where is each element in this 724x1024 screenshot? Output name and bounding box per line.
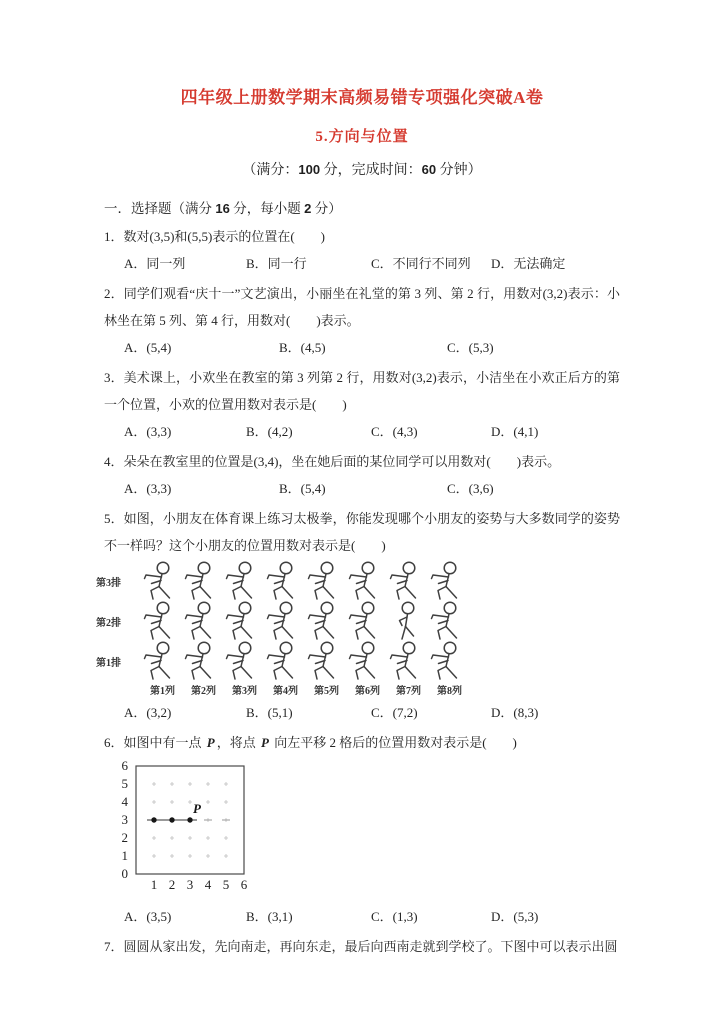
stick-figure (265, 561, 306, 601)
option-label: B． (246, 424, 268, 439)
stick-figure (388, 641, 429, 681)
section-mid: 分，每小题 (229, 201, 305, 216)
option-label: D． (491, 909, 514, 924)
question-4-options (104, 475, 620, 502)
option-text: (3,3) (146, 424, 172, 439)
meta-prefix: （满分： (242, 163, 299, 178)
col-label: 第1列 (150, 686, 175, 697)
option-a (124, 334, 279, 361)
row-label: 第1排 (96, 657, 121, 669)
option-text: (3,5) (146, 909, 172, 924)
stick-figure (265, 641, 306, 681)
option-label: B． (246, 256, 268, 271)
col-label: 第3列 (232, 686, 257, 697)
stick-figure (306, 561, 347, 601)
taichi-row (96, 601, 620, 641)
svg-text:6: 6 (121, 760, 128, 773)
stick-figure (388, 561, 429, 601)
option-label: A． (124, 705, 147, 720)
section-heading (104, 195, 620, 223)
option-text: 无法确定 (513, 256, 566, 271)
option-label: B． (246, 705, 268, 720)
q6-part3: 向左平移 2 格后的位置用数对表示是( ) (270, 735, 517, 750)
option-text: (5,3) (513, 909, 539, 924)
option-text: (4,5) (300, 340, 326, 355)
svg-text:4: 4 (204, 877, 212, 892)
col-label: 第7列 (396, 686, 421, 697)
page-title: 四年级上册数学期末高频易错专项强化突破A卷 (180, 88, 544, 107)
option-label: D． (491, 705, 514, 720)
option-a (124, 475, 279, 502)
option-b (246, 418, 371, 445)
option-label: C． (371, 909, 393, 924)
svg-text:5: 5 (121, 776, 128, 791)
svg-text:1: 1 (150, 877, 158, 892)
option-text: (5,4) (300, 481, 326, 496)
stick-figure-odd (388, 601, 429, 641)
option-c (371, 250, 491, 277)
option-c (371, 418, 491, 445)
option-text: (3,1) (267, 909, 293, 924)
stick-figure (224, 641, 265, 681)
svg-text:6: 6 (240, 877, 248, 892)
option-text: (7,2) (392, 705, 418, 720)
question-6-text (104, 729, 620, 756)
col-label: 第2列 (191, 686, 216, 697)
option-d (491, 699, 620, 726)
option-label: B． (246, 909, 268, 924)
option-label: C． (371, 705, 393, 720)
stick-figure (429, 601, 470, 641)
stick-figure (347, 601, 388, 641)
option-label: A． (124, 256, 147, 271)
option-a (124, 903, 246, 930)
option-text: (4,2) (267, 424, 293, 439)
option-a (124, 250, 246, 277)
option-label: C． (447, 340, 469, 355)
taichi-col-labels (96, 682, 620, 697)
option-c (371, 903, 491, 930)
option-text: (4,1) (513, 424, 539, 439)
svg-text:2: 2 (121, 830, 128, 845)
option-label: B． (279, 340, 301, 355)
question-5-text: 5．如图，小朋友在体育课上练习太极拳，你能发现哪个小朋友的姿势与大多数同学的姿势不一样吗？这个小朋友的位置用数对表示是( ) (104, 511, 620, 553)
stick-figure (306, 641, 347, 681)
option-text: (5,3) (468, 340, 494, 355)
question-5-options (104, 699, 620, 726)
option-d (491, 418, 620, 445)
option-text: (8,3) (513, 705, 539, 720)
option-text: (4,3) (392, 424, 418, 439)
option-c (447, 334, 620, 361)
stick-figure (347, 641, 388, 681)
stick-figure (265, 601, 306, 641)
option-label: A． (124, 424, 147, 439)
option-label: A． (124, 481, 147, 496)
question-3-text: 3．美术课上，小欢坐在教室的第 3 列第 2 行，用数对(3,2)表示，小洁坐在小欢正后方的第一个位置，小欢的位置用数对表示是( ) (104, 370, 620, 412)
option-label: D． (491, 424, 514, 439)
question-4-text: 4．朵朵在教室里的位置是(3,4)，坐在她后面的某位同学可以用数对( )表示。 (104, 454, 561, 469)
option-text: (1,3) (392, 909, 418, 924)
stick-figure (183, 561, 224, 601)
question-2-text: 2．同学们观看“庆十一”文艺演出，小丽坐在礼堂的第 3 列、第 2 行，用数对(3,2)表示：小林坐在第 5 列、第 4 行，用数对( )表示。 (104, 286, 620, 328)
q6-part1: 6．如图中有一点 (104, 735, 205, 750)
question-1-options (104, 250, 620, 277)
option-text: 同一行 (267, 256, 307, 271)
row-label: 第2排 (96, 617, 121, 629)
section-per-question: 2 (304, 201, 312, 216)
svg-text:P: P (193, 801, 201, 816)
stick-figure (224, 601, 265, 641)
col-label: 第5列 (314, 686, 339, 697)
question-3-options (104, 418, 620, 445)
meta-time: 60 (421, 162, 437, 177)
svg-text:3: 3 (186, 877, 194, 892)
page-subtitle: 5.方向与位置 (315, 129, 409, 145)
option-d (491, 250, 620, 277)
stick-figure (429, 641, 470, 681)
q6-grid-figure-wrap (106, 760, 620, 901)
option-label: D． (491, 256, 514, 271)
option-text: (5,1) (267, 705, 293, 720)
svg-text:2: 2 (168, 877, 176, 892)
q6-part2: ，将点 (216, 735, 259, 750)
section-suffix: 分） (311, 201, 342, 216)
option-b (246, 903, 371, 930)
section-points: 16 (215, 201, 230, 216)
stick-figure (142, 641, 183, 681)
option-text: 不同行不同列 (392, 256, 471, 271)
taichi-row (96, 641, 620, 681)
col-label: 第6列 (355, 686, 380, 697)
meta-line (104, 160, 620, 181)
taichi-row (96, 561, 620, 601)
option-b (246, 250, 371, 277)
option-text: (3,3) (146, 481, 172, 496)
col-label: 第4列 (273, 686, 298, 697)
option-a (124, 418, 246, 445)
question-6-options (104, 903, 620, 930)
stick-figure (183, 601, 224, 641)
svg-text:1: 1 (121, 848, 128, 863)
point-p-variable: P (206, 735, 215, 750)
option-b (246, 699, 371, 726)
stick-figure (142, 561, 183, 601)
question-7-text: 7．圆圆从家出发，先向南走，再向东走，最后向西南走就到学校了。下图中可以表示出圆 (104, 939, 618, 954)
meta-suffix: 分钟） (436, 163, 482, 178)
option-b (279, 475, 447, 502)
option-label: C． (371, 256, 393, 271)
option-text: (3,2) (146, 705, 172, 720)
option-label: A． (124, 340, 147, 355)
option-text: (5,4) (146, 340, 172, 355)
stick-figure (347, 561, 388, 601)
svg-text:0: 0 (121, 866, 128, 881)
question-1-text: 1．数对(3,5)和(5,5)表示的位置在( ) (104, 229, 325, 244)
taichi-figure (96, 561, 620, 697)
point-p-variable: P (260, 735, 269, 750)
q6-grid-figure (106, 760, 296, 896)
meta-score: 100 (298, 162, 321, 177)
option-label: B． (279, 481, 301, 496)
option-label: C． (371, 424, 393, 439)
option-a (124, 699, 246, 726)
option-d (491, 903, 620, 930)
option-text: 同一列 (146, 256, 186, 271)
row-label: 第3排 (96, 577, 121, 589)
option-c (447, 475, 620, 502)
stick-figure (429, 561, 470, 601)
col-label: 第8列 (437, 686, 462, 697)
option-text: (3,6) (468, 481, 494, 496)
section-prefix: 一．选择题（满分 (104, 201, 216, 216)
svg-text:3: 3 (121, 812, 128, 827)
stick-figure (224, 561, 265, 601)
question-2-options (104, 334, 620, 361)
svg-text:4: 4 (121, 794, 128, 809)
stick-figure (306, 601, 347, 641)
option-c (371, 699, 491, 726)
stick-figure (183, 641, 224, 681)
option-b (279, 334, 447, 361)
stick-figure (142, 601, 183, 641)
svg-text:5: 5 (222, 877, 230, 892)
option-label: C． (447, 481, 469, 496)
option-label: A． (124, 909, 147, 924)
meta-mid: 分，完成时间： (320, 163, 422, 178)
